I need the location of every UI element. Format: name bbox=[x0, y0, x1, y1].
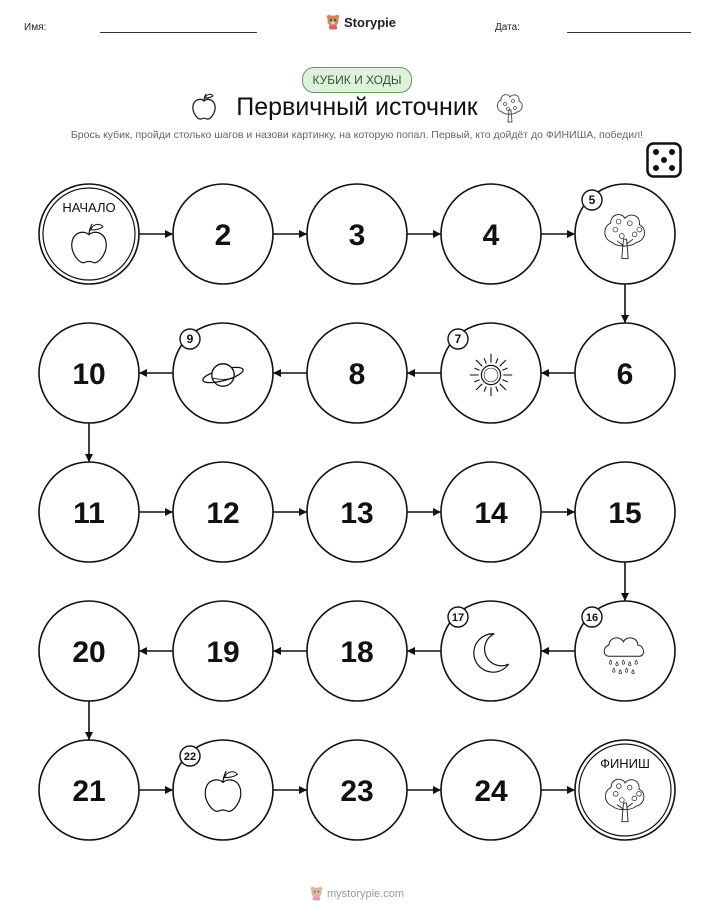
cell-number: 14 bbox=[474, 497, 508, 530]
arrow-head bbox=[407, 369, 415, 377]
board-cell-4 bbox=[441, 184, 541, 284]
cell-number: 6 bbox=[616, 358, 634, 391]
cell-number: 24 bbox=[474, 775, 508, 808]
board-cell-23 bbox=[307, 740, 407, 840]
arrow-head bbox=[299, 786, 307, 794]
board-cell-15 bbox=[575, 462, 675, 562]
date-label: Дата: bbox=[495, 22, 520, 33]
footer bbox=[0, 886, 714, 901]
board-cell-13 bbox=[307, 462, 407, 562]
cell-number: 10 bbox=[72, 358, 106, 391]
arrow-head bbox=[165, 786, 173, 794]
brand-name: Storypie bbox=[344, 14, 397, 30]
bear-icon bbox=[310, 886, 323, 901]
cell-number: 13 bbox=[340, 497, 374, 530]
arrow-head bbox=[85, 454, 93, 462]
cell-number: 9 bbox=[186, 332, 194, 346]
arrow-head bbox=[567, 786, 575, 794]
start-label: НАЧАЛО bbox=[62, 200, 116, 215]
footer-url: mystorypie.com bbox=[326, 887, 405, 900]
board-cell-10 bbox=[39, 323, 139, 423]
board-cell-11 bbox=[39, 462, 139, 562]
arrow-head bbox=[541, 647, 549, 655]
arrow-head bbox=[165, 508, 173, 516]
cell-number: 2 bbox=[214, 219, 232, 252]
board-cell-18 bbox=[307, 601, 407, 701]
arrow-head bbox=[541, 369, 549, 377]
finish-label: ФИНИШ bbox=[600, 756, 650, 771]
cell-number: 21 bbox=[72, 775, 106, 808]
name-label: Имя: bbox=[24, 22, 47, 33]
arrow-head bbox=[621, 593, 629, 601]
arrow-head bbox=[299, 508, 307, 516]
cell-number: 20 bbox=[72, 636, 106, 669]
board-cell-21 bbox=[39, 740, 139, 840]
board-cell-20 bbox=[39, 601, 139, 701]
board-cell-16 bbox=[575, 601, 675, 701]
arrow-head bbox=[621, 315, 629, 323]
board-cell-3 bbox=[307, 184, 407, 284]
arrow-head bbox=[567, 508, 575, 516]
arrow-head bbox=[567, 230, 575, 238]
arrow-head bbox=[433, 786, 441, 794]
board-cell-22 bbox=[173, 740, 273, 840]
cell-number: 23 bbox=[340, 775, 374, 808]
cell-number: 11 bbox=[73, 497, 105, 530]
cell-number: 3 bbox=[348, 219, 366, 252]
cell-number: 16 bbox=[585, 612, 599, 624]
cell-number: 17 bbox=[451, 612, 465, 624]
arrow-head bbox=[273, 647, 281, 655]
cell-number: 12 bbox=[206, 497, 240, 530]
board-cell-2 bbox=[173, 184, 273, 284]
instructions-text: Брось кубик, пройди столько шагов и назови картинку, на которую попал. Первый, кто дойдёт до ФИНИША, победил! bbox=[70, 129, 644, 141]
arrow-head bbox=[433, 230, 441, 238]
cell-number: 4 bbox=[482, 219, 500, 252]
category-badge: КУБИК И ХОДЫ bbox=[302, 67, 412, 93]
arrow-head bbox=[139, 369, 147, 377]
board-cell-6 bbox=[575, 323, 675, 423]
board-cell-14 bbox=[441, 462, 541, 562]
board-cell-12 bbox=[173, 462, 273, 562]
arrow-head bbox=[85, 732, 93, 740]
board-cell-8 bbox=[307, 323, 407, 423]
arrow-head bbox=[299, 230, 307, 238]
arrow-head bbox=[407, 647, 415, 655]
cell-number: 8 bbox=[348, 358, 366, 391]
arrow-head bbox=[139, 647, 147, 655]
board-cell-7 bbox=[441, 323, 541, 423]
cell-number: 22 bbox=[183, 751, 197, 763]
page-title: Первичный источник bbox=[236, 93, 478, 121]
board-cell-19 bbox=[173, 601, 273, 701]
cell-number: 7 bbox=[454, 332, 462, 346]
board-cell-5 bbox=[575, 184, 675, 284]
cell-number: 19 bbox=[206, 636, 240, 669]
board-cell-24 bbox=[441, 740, 541, 840]
arrow-head bbox=[165, 230, 173, 238]
cell-number: 5 bbox=[588, 193, 596, 207]
arrow-head bbox=[273, 369, 281, 377]
cell-number: 15 bbox=[608, 497, 642, 530]
cell-number: 18 bbox=[340, 636, 374, 669]
board-cell-17 bbox=[441, 601, 541, 701]
board-cell-25 bbox=[575, 740, 675, 840]
arrow-head bbox=[433, 508, 441, 516]
